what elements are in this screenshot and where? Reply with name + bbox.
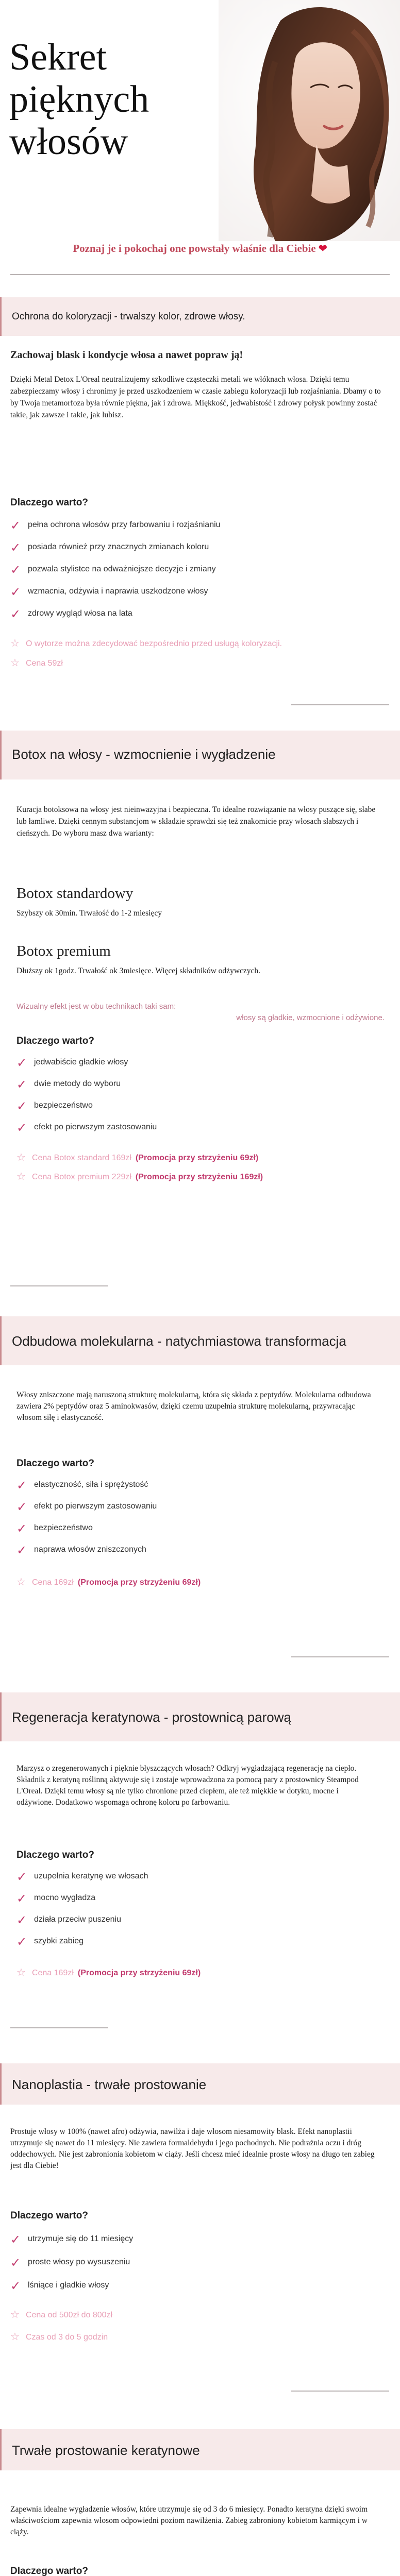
section-5-price: ☆ Cena od 500zł do 800zł bbox=[10, 2308, 113, 2320]
promo-label: (Promocja przy strzyżeniu 69zł) bbox=[135, 1154, 259, 1162]
check-icon: ✓ bbox=[16, 1500, 27, 1514]
heart-icon: ❤ bbox=[318, 243, 327, 255]
section-1-price: ☆ Cena 59zł bbox=[10, 656, 63, 669]
section-1-header bbox=[0, 297, 400, 336]
promo-label: (Promocja przy strzyżeniu 69zł) bbox=[77, 1969, 201, 1977]
section-4-price: ☆ Cena 169zł (Promocja przy strzyżeniu 69zł) bbox=[16, 1966, 201, 1978]
section-5-header bbox=[0, 2063, 400, 2105]
star-icon: ☆ bbox=[16, 1966, 26, 1978]
check-icon: ✓ bbox=[10, 585, 21, 599]
star-icon: ☆ bbox=[16, 1170, 26, 1182]
check-icon: ✓ bbox=[16, 1891, 27, 1906]
check-icon: ✓ bbox=[10, 2279, 21, 2293]
check-icon: ✓ bbox=[16, 1056, 27, 1070]
promo-label: (Promocja przy strzyżeniu 169zł) bbox=[135, 1173, 263, 1181]
section-2-variant-2-desc: Dłuższy ok 1godz. Trwałość ok 3miesięce. Więcej składników odżywczych. bbox=[16, 967, 261, 975]
check-icon: ✓ bbox=[16, 1913, 27, 1927]
section-2-title: Botox na włosy - wzmocnienie i wygładzenie bbox=[12, 747, 276, 762]
section-2-body: Kuracja botoksowa na włosy jest nieinwazyjna i bezpieczna. To idealne rozwiązanie na włosy puszące się, słabe lub łamliwe. Dzięki cennym substancjom w składzie sprawdzi się też znakomicie przy włosach słabszych i cieńszych. Do wyboru masz dwa warianty: bbox=[16, 805, 376, 838]
section-1-why-label: Dlaczego warto? bbox=[10, 497, 88, 508]
check-icon: ✓ bbox=[10, 2256, 21, 2270]
check-icon: ✓ bbox=[16, 1870, 27, 1884]
divider bbox=[291, 704, 389, 705]
section-4-body: Marzysz o zregenerowanych i pięknie błyszczących włosach? Odkryj wygładzającą regenerację na ciepło. Składnik z keratyną roślinną aktywuje się i zostaje wprowadzona za pomocą pary z prostownicy Steampod L'Oreal. Dzięki temu włosy są nie tylko chronione przed ciepłem, ale też miękkie w dotyku, mocne i odżywione. Dodatkowo wspomaga ochronę koloru po farbowaniu. bbox=[16, 1764, 359, 1807]
hero-title-line-1: Sekret bbox=[9, 36, 107, 78]
section-4-header bbox=[0, 1692, 400, 1741]
promo-label: (Promocja przy strzyżeniu 69zł) bbox=[77, 1578, 201, 1587]
check-icon: ✓ bbox=[16, 1521, 27, 1536]
page: Sekret pięknych włosów Poznaj je i pokochaj one powstały właśnie dla Ciebie ❤ Ochrona do koloryzacji - trwalszy kolor, zdrowe włosy. Zachowaj blask i kondycje włosa a nawet popraw ją! Dzięki Metal Detox L'Oreal neutralizujemy szkodliwe cząsteczki metali we włóknach włosa. Dzięki temu zabezpieczamy włosy i chronimy je przed uszkodzeniem w czasie zabiegu koloryzacji lub rozjaśniania. Dbamy o to by Twoja metamorfoza była równie piękna, jak i zdrowa. Miękkość, jedwabistość i zdrowy połysk powinny zostać takie, jak zawsze i takie, jak lubisz. Dlaczego warto? ✓ pełna ochrona włosów przy farbowaniu i rozjaśnianiu ✓ posiada również przy znacznych zmianach koloru ✓ pozwala stylistce na odważniejsze decyzje i zmiany ✓ wzmacnia, odżywia i naprawia uszkodzone włosy ✓ zdrowy wygląd włosa na lata ☆ O wytorze można zdecydować bezpośrednio przed usługą koloryzacji. ☆ Cena 59zł Botox na włosy - wzmocnienie i wygładzenie Kuracja botoksowa na włosy jest nieinwazyjna i bezpieczna. To idealne rozwiązanie na włosy puszące się, słabe lub łamliwe. Dzięki cennym substancjom w składzie sprawdzi się też znakomicie przy włosach słabszych i cieńszych. Do wyboru masz dwa warianty: Botox standardowy Szybszy ok 30min. Trwałość do 1-2 miesięcy Botox premium Dłuższy ok 1godz. Trwałość ok 3miesięce. Więcej składników odżywczych. Wizualny efekt jest w obu technikach taki sam: włosy są gładkie, wzmocnione i odżywione. Dlaczego warto? ✓ jedwabiście gładkie włosy ✓ dwie metody do wyboru ✓ bezpieczeństwo ✓ efekt po pierwszym zastosowaniu ☆ Cena Botox standard 169zł (Promocja przy strzyżeniu 69zł) ☆ Cena Botox premium 229zł (Promocja przy strzyżeniu 169zł) Odbudowa molekularna - natychmiastowa transformacja Włosy zniszczone mają naruszoną strukturę molekularną, która się składa z peptydów. Molekularna odbudowa zawiera 2% peptydów oraz 5 aminokwasów, dzięki czemu uzupełnia strukturę molekularną, przywracając włosom siłę i elastyczność. Dlaczego warto? ✓ elastyczność, siła i sprężystość ✓ efekt po pierwszym zastosowaniu ✓ bezpieczeństwo ✓ naprawa włosów zniszczonych ☆ Cena 169zł (Promocja przy strzyżeniu 69zł) Regeneracja keratynowa - prostownicą parową Marzysz o zregenerowanych i pięknie błyszczących włosach? Odkryj wygładzającą regenerację na ciepło. Składnik z keratyną roślinną aktywuje się i zostaje wprowadzona za pomocą pary z prostownicy Steampod L'Oreal. Dzięki temu włosy są nie tylko chronione przed ciepłem, ale też miękkie w dotyku, mocne i odżywione. Dodatkowo wspomaga ochronę koloru po farbowaniu. Dlaczego warto? ✓ uzupełnia keratynę we włosach ✓ mocno wygładza ✓ działa przeciw puszeniu ✓ szybki zabieg ☆ Cena 169zł (Promocja przy strzyżeniu 69zł) Nanoplastia - trwałe prostowanie Prostuje włosy w 100% (nawet afro) odżywia, nawilża i daje włosom niesamowity blask. Efekt nanoplastii utrzymuje się nawet do 11 miesięcy. Nie zawiera formaldehydu i jego pochodnych. Nie podrażnia oczu i dróg oddechowych. Nie jest zabronionia kobietom w ciąży. Jeśli chcesz mieć idealnie proste włosy na długo ten zabieg jest dla Ciebie! Dlaczego warto? ✓ utrzymuje się do 11 miesięcy ✓ proste włosy po wysuszeniu ✓ lśniące i gładkie włosy ☆ Cena od 500zł do 800zł ☆ Czas od 3 do 5 godzin Trwałe prostowanie keratynowe Zapewnia idealne wygładzenie włosów, które utrzymuje się od 3 do 6 miesięcy. Ponadto keratyna dzięki swoim właściwościom zapewnia włosom odpowiedni poziom nawilżenia. Zabieg zabroniony kobietom karmiącym i w ciąży. Dlaczego warto? bbox=[0, 0, 400, 2576]
check-icon: ✓ bbox=[16, 1935, 27, 1949]
section-2-price-premium: ☆ Cena Botox premium 229zł (Promocja przy strzyżeniu 169zł) bbox=[16, 1170, 263, 1182]
divider bbox=[291, 1656, 389, 1657]
check-icon: ✓ bbox=[10, 563, 21, 577]
section-2-note-line-1: Wizualny efekt jest w obu technikach taki sam: bbox=[16, 1002, 176, 1011]
divider bbox=[10, 2027, 108, 2028]
section-1-note: ☆ O wytorze można zdecydować bezpośrednio przed usługą koloryzacji. bbox=[10, 637, 282, 649]
section-3-title: Odbudowa molekularna - natychmiastowa transformacja bbox=[12, 1333, 346, 1349]
section-6-header bbox=[0, 2429, 400, 2470]
divider bbox=[10, 274, 390, 275]
hero-title-line-3: włosów bbox=[9, 121, 128, 163]
tagline-text: Poznaj je i pokochaj one powstały właśnie dla Ciebie bbox=[73, 242, 316, 255]
star-icon: ☆ bbox=[10, 2308, 20, 2320]
check-icon: ✓ bbox=[10, 2232, 21, 2247]
star-icon: ☆ bbox=[10, 2330, 20, 2343]
hero-title-line-2: pięknych bbox=[9, 78, 149, 121]
section-3-header bbox=[0, 1316, 400, 1365]
check-icon: ✓ bbox=[10, 518, 21, 533]
divider bbox=[291, 2391, 389, 2392]
section-5-title: Nanoplastia - trwałe prostowanie bbox=[12, 2077, 207, 2092]
section-1-headline: Zachowaj blask i kondycje włosa a nawet popraw ją! bbox=[10, 349, 243, 361]
section-2-note-line-2: włosy są gładkie, wzmocnione i odżywione. bbox=[236, 1013, 385, 1022]
tagline bbox=[10, 242, 390, 255]
check-icon: ✓ bbox=[10, 540, 21, 555]
check-icon: ✓ bbox=[16, 1077, 27, 1092]
section-5-why-label: Dlaczego warto? bbox=[10, 2210, 88, 2221]
check-icon: ✓ bbox=[16, 1543, 27, 1557]
section-4-why-label: Dlaczego warto? bbox=[16, 1850, 94, 1860]
section-6-why-label: Dlaczego warto? bbox=[10, 2566, 88, 2576]
section-3-price: ☆ Cena 169zł (Promocja przy strzyżeniu 69zł) bbox=[16, 1575, 201, 1588]
section-2-why-label: Dlaczego warto? bbox=[16, 1036, 94, 1046]
check-icon: ✓ bbox=[10, 607, 21, 621]
hero bbox=[0, 0, 400, 242]
section-2-variant-2-title: Botox premium bbox=[16, 943, 111, 959]
section-5-duration: ☆ Czas od 3 do 5 godzin bbox=[10, 2330, 108, 2343]
star-icon: ☆ bbox=[10, 656, 20, 669]
section-6-body: Zapewnia idealne wygładzenie włosów, które utrzymuje się od 3 do 6 miesięcy. Ponadto keratyna dzięki swoim właściwościom zapewnia włosom odpowiedni poziom nawilżenia. Zabieg zabroniony kobietom karmiącym i w ciąży. bbox=[10, 2505, 368, 2536]
star-icon: ☆ bbox=[10, 637, 20, 649]
section-4-title: Regeneracja keratynowa - prostownicą parową bbox=[12, 1709, 291, 1725]
section-1-title: Ochrona do koloryzacji - trwalszy kolor, zdrowe włosy. bbox=[12, 311, 245, 322]
section-2-price-standard: ☆ Cena Botox standard 169zł (Promocja przy strzyżeniu 69zł) bbox=[16, 1151, 259, 1163]
section-6-title: Trwałe prostowanie keratynowe bbox=[12, 2443, 200, 2458]
star-icon: ☆ bbox=[16, 1575, 26, 1588]
check-icon: ✓ bbox=[16, 1121, 27, 1135]
star-icon: ☆ bbox=[16, 1151, 26, 1163]
section-5-body: Prostuje włosy w 100% (nawet afro) odżywia, nawilża i daje włosom niesamowity blask. Efekt nanoplastii utrzymuje się nawet do 11 miesięcy. Nie zawiera formaldehydu i jego pochodnych. Nie podrażnia oczu i dróg oddechowych. Nie jest zabronionia kobietom w ciąży. Jeśli chcesz mieć idealnie proste włosy na długo ten zabieg jest dla Ciebie! bbox=[10, 2127, 375, 2170]
section-2-variant-1-desc: Szybszy ok 30min. Trwałość do 1-2 miesięcy bbox=[16, 909, 162, 918]
section-3-body: Włosy zniszczone mają naruszoną strukturę molekularną, która się składa z peptydów. Molekularna odbudowa zawiera 2% peptydów oraz 5 aminokwasów, dzięki czemu uzupełnia strukturę molekularną, przywracając włosom siłę i elastyczność. bbox=[16, 1391, 371, 1422]
hero-title bbox=[9, 36, 149, 163]
section-2-variant-1-title: Botox standardowy bbox=[16, 885, 134, 902]
section-1-body: Dzięki Metal Detox L'Oreal neutralizujemy szkodliwe cząsteczki metali we włóknach włosa. Dzięki temu zabezpieczamy włosy i chronimy je przed uszkodzeniem w czasie zabiegu koloryzacji lub rozjaśniania. Dbamy o to by Twoja metamorfoza była równie piękna, jak i zdrowa. Miękkość, jedwabistość i zdrowy połysk powinny zostać takie, jak zawsze i takie, jak lubisz. bbox=[10, 375, 381, 419]
section-2-header bbox=[0, 731, 400, 779]
section-3-why-label: Dlaczego warto? bbox=[16, 1458, 94, 1469]
divider bbox=[10, 1285, 108, 1286]
woman-portrait-image bbox=[219, 0, 400, 241]
check-icon: ✓ bbox=[16, 1478, 27, 1493]
check-icon: ✓ bbox=[16, 1099, 27, 1113]
